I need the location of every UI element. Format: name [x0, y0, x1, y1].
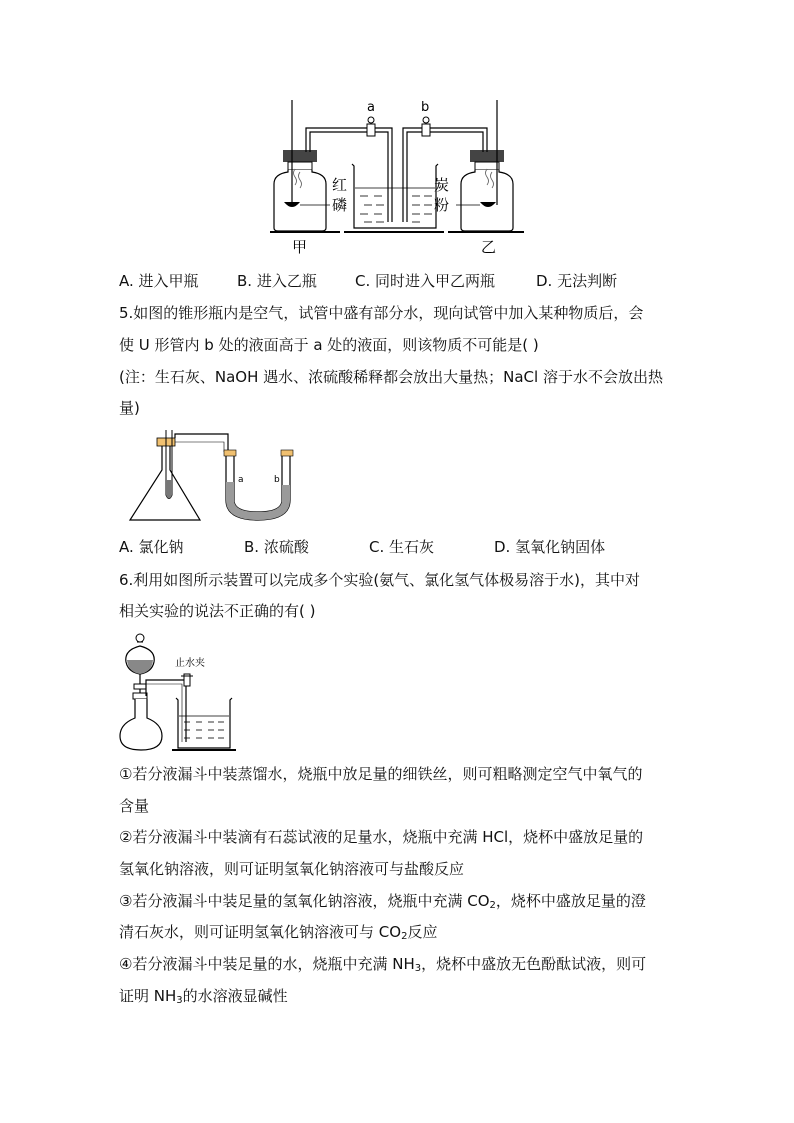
fig1-label-fen: 粉 — [434, 196, 450, 214]
q5-option-a: A. 氯化钠 — [119, 538, 184, 556]
fig1-label-phos: 磷 — [332, 196, 348, 214]
q5-line-3: (注：生石灰、NaOH 遇水、浓硫酸稀释都会放出大量热；NaCl 溶于水不会放出热 — [119, 368, 663, 386]
subscript-2: 2 — [489, 900, 496, 911]
fig2-label-a: a — [238, 475, 244, 485]
q5-line-4: 量) — [119, 399, 140, 417]
q5-option-c: C. 生石灰 — [369, 538, 435, 556]
fig1-label-tan: 炭 — [434, 176, 450, 194]
fig1-label-red: 红 — [332, 176, 348, 194]
q6-s1-line-2: 含量 — [119, 797, 150, 815]
q6-s4-line-2 — [119, 986, 288, 1011]
subscript-2: 2 — [401, 931, 408, 942]
fig1-label-yi: 乙 — [481, 238, 497, 256]
q6-s3-text-c: 清石灰水，则可证明氢氧化钠溶液可与 CO — [119, 923, 402, 941]
q5-option-d: D. 氢氧化钠固体 — [494, 538, 606, 556]
q6-s4-text-c: 证明 NH — [119, 987, 177, 1005]
q4-option-b: B. 进入乙瓶 — [237, 272, 317, 290]
q4-option-d: D. 无法判断 — [536, 272, 618, 290]
fig1-label-a: a — [367, 100, 375, 115]
q4-option-c: C. 同时进入甲乙两瓶 — [355, 272, 496, 290]
q6-line-1: 6.利用如图所示装置可以完成多个实验(氨气、氯化氢气体极易溶于水)，其中对 — [119, 571, 641, 589]
q6-s3-text-d: 反应 — [407, 923, 438, 941]
q6-s2-line-1: ②若分液漏斗中装滴有石蕊试液的足量水，烧瓶中充满 HCl，烧杯中盛放足量的 — [119, 828, 644, 846]
round-flask — [120, 693, 162, 750]
separating-funnel — [126, 634, 154, 700]
subscript-3: 3 — [414, 963, 422, 974]
q6-s3-text-b: ，烧杯中盛放足量的澄 — [495, 892, 646, 910]
q6-s3-line-2 — [119, 922, 437, 947]
q5-line-1: 5.如图的锥形瓶内是空气，试管中盛有部分水，现向试管中加入某种物质后，会 — [119, 304, 644, 322]
q6-s4-text-a: ④若分液漏斗中装足量的水，烧瓶中充满 NH — [119, 955, 415, 973]
q6-s4-text-d: 的水溶液显碱性 — [182, 987, 288, 1005]
q6-s3-line-1 — [119, 891, 646, 916]
q6-s3-text-a: ③若分液漏斗中装足量的氢氧化钠溶液，烧瓶中充满 CO — [119, 892, 490, 910]
beaker-small — [176, 698, 232, 748]
fig1-label-b: b — [421, 100, 430, 115]
q6-s4-line-1 — [119, 954, 646, 979]
fig2-label-b: b — [274, 475, 280, 485]
q5-option-b: B. 浓硫酸 — [244, 538, 309, 556]
subscript-3: 3 — [176, 995, 183, 1006]
q5-line-2: 使 U 形管内 b 处的液面高于 a 处的液面，则该物质不可能是( ) — [119, 336, 539, 354]
q6-line-2: 相关实验的说法不正确的有( ) — [119, 602, 316, 620]
fig1-label-jia: 甲 — [292, 238, 308, 256]
fig3-label-clamp: 止水夹 — [175, 658, 205, 669]
q6-s2-line-2: 氢氧化钠溶液，则可证明氢氧化钠溶液可与盐酸反应 — [119, 860, 465, 878]
q4-option-a: A. 进入甲瓶 — [119, 272, 199, 290]
q6-s4-text-b: ，烧杯中盛放无色酚酞试液，则可 — [421, 955, 647, 973]
q6-s1-line-1: ①若分液漏斗中装蒸馏水，烧瓶中放足量的细铁丝，则可粗略测定空气中氧气的 — [119, 765, 643, 783]
